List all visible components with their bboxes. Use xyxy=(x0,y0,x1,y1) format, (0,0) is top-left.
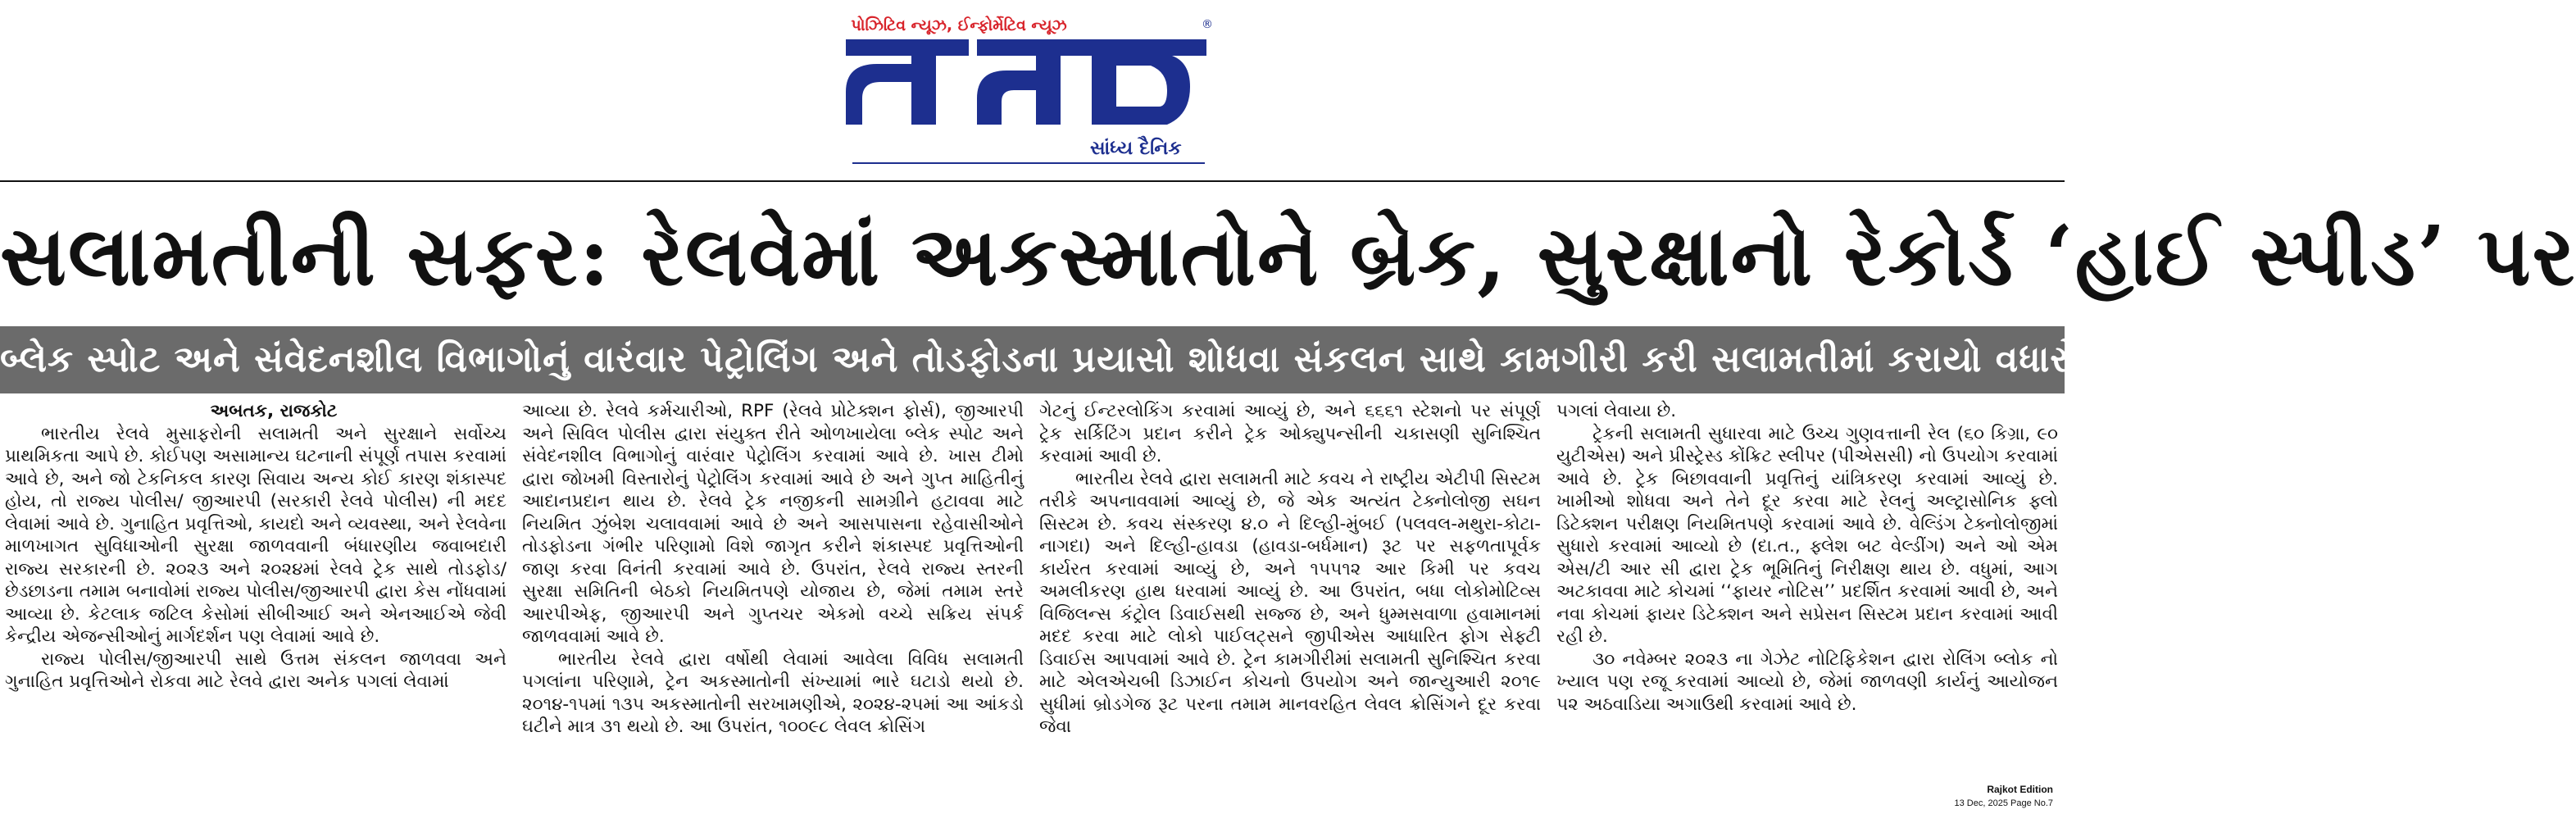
footer-edition: Rajkot Edition xyxy=(1987,784,2053,795)
edition-label: સાંધ્ય દૈનિક xyxy=(1090,138,1182,159)
dateline: અબતક, રાજકોટ xyxy=(210,401,338,421)
paragraph: ૩૦ નવેમ્બર ૨૦૨૩ ના ગેઝેટ નોટિફિકેશન દ્વારા રોલિંગ બ્લોક નો ખ્યાલ પણ રજૂ કરવામાં આવ્યો છે, જેમાં જાળવણી કાર્યનું આયોજન ૫૨ અઠવાડિયા અગાઉથી કરવામાં આવે છે. xyxy=(1556,648,2058,715)
article-column-3 xyxy=(1039,400,1541,785)
paragraph: ભારતીય રેલવે દ્વારા સલામતી માટે કવચ ને રાષ્ટ્રીય એટીપી સિસ્ટમ તરીકે અપનાવવામાં આવ્યું છે, જે એક અત્યંત ટેક્નોલોજી સઘન સિસ્ટમ છે. કવચ સંસ્કરણ ૪.૦ ને દિલ્હી-મુંબઈ (પલવલ-મથુરા-કોટા-નાગદા) અને દિલ્હી-હાવડા (હાવડા-બર્ધમાન) રૂટ પર સફળતાપૂર્વક કાર્યરત કરવામાં આવ્યું છે, અને ૧૫૫૧૨ આર કિમી પર કવચ અમલીકરણ હાથ ધરવામાં આવ્યું છે. આ ઉપરાંત, બધા લોકોમોટિવ્સ વિજિલન્સ કંટ્રોલ ડિવાઈસથી સજ્જ છે, અને ધુમ્મસવાળા હવામાનમાં મદદ કરવા માટે લોકો પાઈલટ્સને જીપીએસ આધારિત ફોગ સેફ્ટી ડિવાઈસ આપવામાં આવે છે. ટ્રેન કામગીરીમાં સલામતી સુનિશ્ચિત કરવા માટે એલએચબી ડિઝાઈન કોચનો ઉપયોગ અને જાન્યુઆરી ૨૦૧૯ સુધીમાં બ્રોડગેજ રૂટ પરના તમામ માનવરહિત લેવલ ક્રોસિંગને દૂર કરવા જેવા xyxy=(1039,468,1541,737)
headline: સલામતીની સફર: રેલવેમાં અકસ્માતોને બ્રેક, સુરક્ષાનો રેકોર્ડ ‘હાઈ સ્પીડ’ પર xyxy=(0,207,2576,304)
masthead xyxy=(0,0,2065,179)
page-rule xyxy=(0,180,2065,182)
paragraph: ભારતીય રેલવે દ્વારા વર્ષોથી લેવામાં આવેલા વિવિધ સલામતી પગલાંના પરિણામે, ટ્રેન અકસ્માતોની સંખ્યામાં ભારે ઘટાડો થયો છે. ૨૦૧૪-૧૫માં ૧૩૫ અકસ્માતોની સરખામણીએ, ૨૦૨૪-૨૫માં આ આંકડો ઘટીને માત્ર ૩૧ થયો છે. આ ઉપરાંત, ૧૦૦૯૮ લેવલ ક્રોસિંગ xyxy=(522,648,1024,737)
paragraph: ગેટનું ઈન્ટરલોકિંગ કરવામાં આવ્યું છે, અને ૬૬૬૧ સ્ટેશનો પર સંપૂર્ણ ટ્રેક સર્કિટિંગ પ્રદાન કરીને ટ્રેક ઓક્યુપન્સીની ચકાસણી સુનિશ્ચિત કરવામાં આવી છે. xyxy=(1039,401,1541,466)
paragraph: પગલાં લેવાયા છે. xyxy=(1556,401,1677,421)
paragraph: આવ્યા છે. રેલવે કર્મચારીઓ, RPF (રેલવે પ્રોટેક્શન ફોર્સ), જીઆરપી અને સિવિલ પોલીસ દ્વારા સંયુક્ત રીતે ઓળખાયેલા બ્લેક સ્પોટ અને સંવેદનશીલ વિભાગોનું વારંવાર પેટ્રોલિંગ કરવામાં આવે છે. ખાસ ટીમો દ્વારા જોખમી વિસ્તારોનું પેટ્રોલિંગ કરવામાં આવે છે અને ગુપ્ત માહિતીનું આદાનપ્રદાન થાય છે. રેલવે ટ્રેક નજીકની સામગ્રીને હટાવવા માટે નિયમિત ઝુંબેશ ચલાવવામાં આવે છે અને આસપાસના રહેવાસીઓને તોડફોડના ગંભીર પરિણામો વિશે જાગૃત કરીને શંકાસ્પદ પ્રવૃત્તિઓની જાણ કરવા વિનંતી કરવામાં આવે છે. ઉપરાંત, રેલવે રાજ્ય સ્તરની સુરક્ષા સમિતિની બેઠકો નિયમિતપણે યોજાય છે, જેમાં તમામ સ્તરે આરપીએફ, જીઆરપી અને ગુપ્તચર એકમો વચ્ચે સક્રિય સંપર્ક જાળવવામાં આવે છે. xyxy=(522,401,1024,647)
article-column-1 xyxy=(5,400,507,785)
abtak-logo xyxy=(846,33,1206,133)
masthead-rule xyxy=(852,162,1205,164)
article-column-4 xyxy=(1556,400,2058,785)
masthead-tagline: પોઝિટિવ ન્યૂઝ, ઈન્ફોર્મેટિવ ન્યૂઝ xyxy=(851,16,1067,34)
paragraph: રાજ્ય પોલીસ/જીઆરપી સાથે ઉત્તમ સંકલન જાળવવા અને ગુનાહિત પ્રવૃત્તિઓને રોકવા માટે રેલવે દ્વારા અનેક પગલાં લેવામાં xyxy=(5,648,507,692)
footer-date-page: 13 Dec, 2025 Page No.7 xyxy=(1954,798,2053,808)
paragraph: ટ્રેકની સલામતી સુધારવા માટે ઉચ્ચ ગુણવત્તાની રેલ (૬૦ કિગ્રા, ૯૦ યુટીએસ) અને પ્રીસ્ટ્રેસ્ડ કોંક્રિટ સ્લીપર (પીએસસી) નો ઉપયોગ કરવામાં આવે છે. ટ્રેક બિછાવવાની પ્રવૃત્તિનું યાંત્રિકરણ કરવામાં આવ્યું છે. ખામીઓ શોધવા અને તેને દૂર કરવા માટે રેલનું અલ્ટ્રાસોનિક ફ્લો ડિટેક્શન પરીક્ષણ નિયમિતપણે કરવામાં આવે છે. વેલ્ડિંગ ટેક્નોલોજીમાં સુધારો કરવામાં આવ્યો છે (દા.ત., ફ્લેશ બટ વેલ્ડીંગ) અને ઓ એમ એસ/ટી આર સી દ્વારા ટ્રેક ભૂમિતિનું નિરીક્ષણ થાય છે. વધુમાં, આગ અટકાવવા માટે કોચમાં ‘‘ફાયર નોટિસ’’ પ્રદર્શિત કરવામાં આવી છે, અને નવા કોચમાં ફાયર ડિટેક્શન અને સપ્રેસન સિસ્ટમ પ્રદાન કરવામાં આવી રહી છે. xyxy=(1556,423,2058,647)
subheadline-bar: બ્લેક સ્પોટ અને સંવેદનશીલ વિભાગોનું વારંવાર પેટ્રોલિંગ અને તોડફોડના પ્રયાસો શોધવા સંકલન સાથે કામગીરી કરી સલામતીમાં કરાયો વધારો xyxy=(0,326,2065,393)
article-column-2 xyxy=(522,400,1024,785)
registered-mark: ® xyxy=(1202,18,1213,31)
paragraph: ભારતીય રેલવે મુસાફરોની સલામતી અને સુરક્ષાને સર્વોચ્ચ પ્રાથમિકતા આપે છે. કોઈપણ અસામાન્ય ઘટનાની સંપૂર્ણ તપાસ કરવામાં આવે છે, અને જો ટેકનિકલ કારણ સિવાય અન્ય કોઈ કારણ શંકાસ્પદ હોય, તો રાજ્ય પોલીસ/ જીઆરપી (સરકારી રેલવે પોલીસ) ની મદદ લેવામાં આવે છે. ગુનાહિત પ્રવૃત્તિઓ, કાયદો અને વ્યવસ્થા, અને રેલવેના માળખાગત સુવિધાઓની સુરક્ષા જાળવવાની બંધારણીય જવાબદારી રાજ્ય સરકારની છે. ૨૦૨૩ અને ૨૦૨૪માં રેલવે ટ્રેક સાથે તોડફોડ/છેડછાડના તમામ બનાવોમાં રાજ્ય પોલીસ/જીઆરપી દ્વારા કેસ નોંધવામાં આવ્યા છે. કેટલાક જટિલ કેસોમાં સીબીઆઈ અને એનઆઈએ જેવી કેન્દ્રીય એજન્સીઓનું માર્ગદર્શન પણ લેવામાં આવે છે. xyxy=(5,423,507,647)
